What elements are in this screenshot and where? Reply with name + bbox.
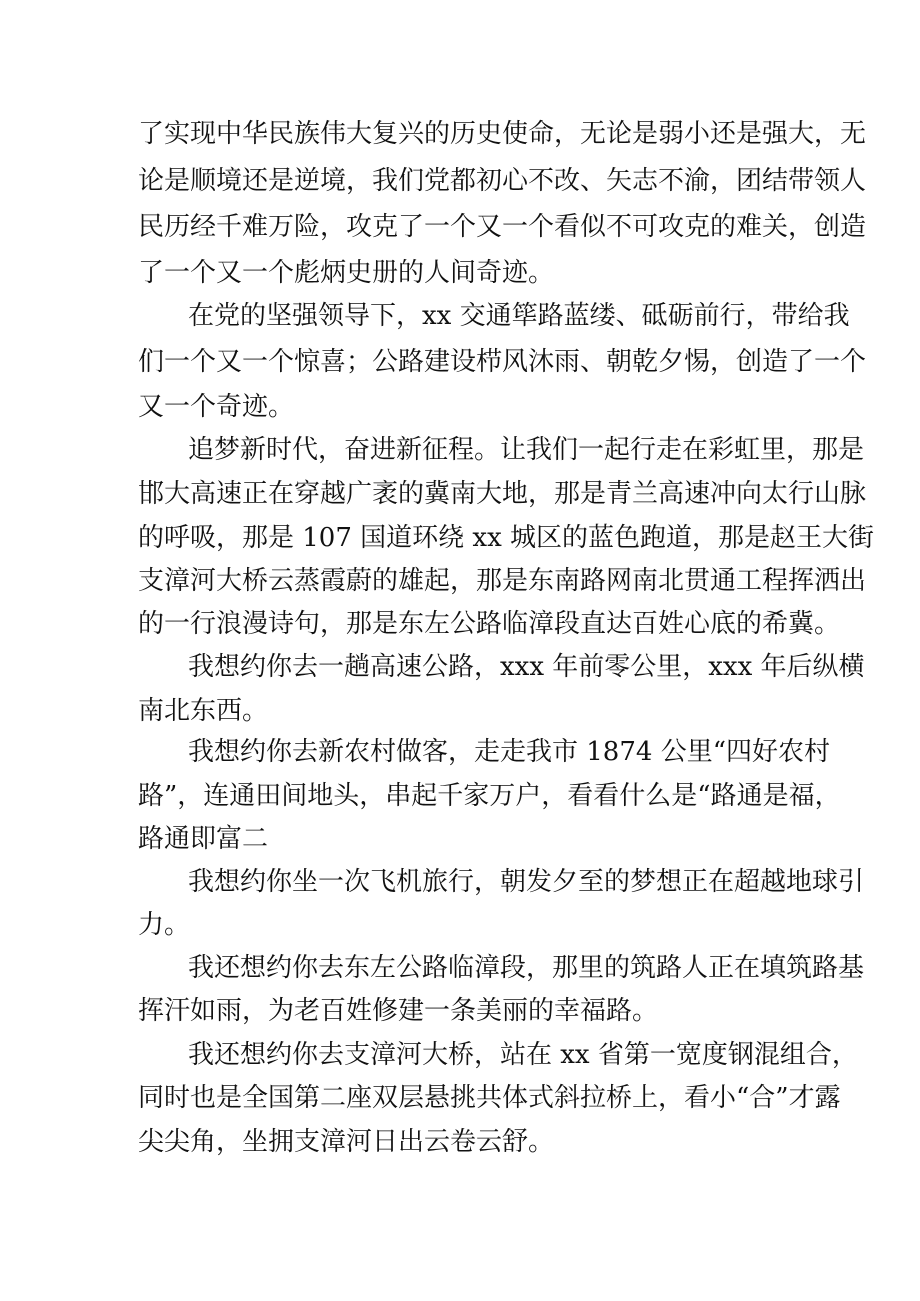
text-line: 我还想约你去东左公路临漳段，那里的筑路人正在填筑路基	[188, 953, 865, 983]
text-line: 我想约你坐一次飞机旅行，朝发夕至的梦想正在超越地球引	[188, 867, 865, 897]
text-line: 们一个又一个惊喜；公路建设栉风沐雨、朝乾夕惕，创造了一个	[138, 347, 867, 377]
text-line: 的呼吸，那是 107 国道环绕 xx 城区的蓝色跑道，那是赵王大街	[138, 523, 875, 553]
text-line: 民历经千难万险，攻克了一个又一个看似不可攻克的难关，创造	[138, 212, 867, 242]
text-line: 的一行浪漫诗句，那是东左公路临漳段直达百姓心底的希冀。	[138, 609, 841, 639]
text-line: 力。	[138, 910, 191, 940]
text-line: 又一个奇迹。	[138, 392, 295, 422]
text-line: 支漳河大桥云蒸霞蔚的雄起，那是东南路网南北贯通工程挥洒出	[138, 566, 867, 596]
text-line: 尖尖角，坐拥支漳河日出云卷云舒。	[138, 1127, 555, 1157]
text-line: 路”，连通田间地头，串起千家万户，看看什么是“路通是福，	[138, 781, 841, 811]
text-line: 同时也是全国第二座双层悬挑共体式斜拉桥上，看小“合”才露	[138, 1083, 841, 1113]
text-line: 路通即富二	[138, 824, 269, 854]
text-line: 挥汗如雨，为老百姓修建一条美丽的幸福路。	[138, 996, 659, 1026]
text-line: 我想约你去新农村做客，走走我市 1874 公里“四好农村	[188, 737, 830, 767]
text-line: 论是顺境还是逆境，我们党都初心不改、矢志不渝，团结带领人	[138, 166, 867, 196]
text-line: 我想约你去一趟高速公路，xxx 年前零公里，xxx 年后纵横	[188, 652, 865, 682]
text-line: 我还想约你去支漳河大桥，站在 xx 省第一宽度钢混组合，	[188, 1040, 858, 1070]
text-line: 南北东西。	[138, 696, 269, 726]
text-line: 邯大高速正在穿越广袤的冀南大地，那是青兰高速冲向太行山脉	[138, 479, 867, 509]
text-line: 追梦新时代，奋进新征程。让我们一起行走在彩虹里，那是	[188, 435, 865, 465]
text-line: 在党的坚强领导下，xx 交通筚路蓝缕、砥砺前行，带给我	[188, 301, 850, 331]
text-line: 了一个又一个彪炳史册的人间奇迹。	[138, 258, 555, 288]
text-line: 了实现中华民族伟大复兴的历史使命，无论是弱小还是强大，无	[138, 119, 867, 149]
